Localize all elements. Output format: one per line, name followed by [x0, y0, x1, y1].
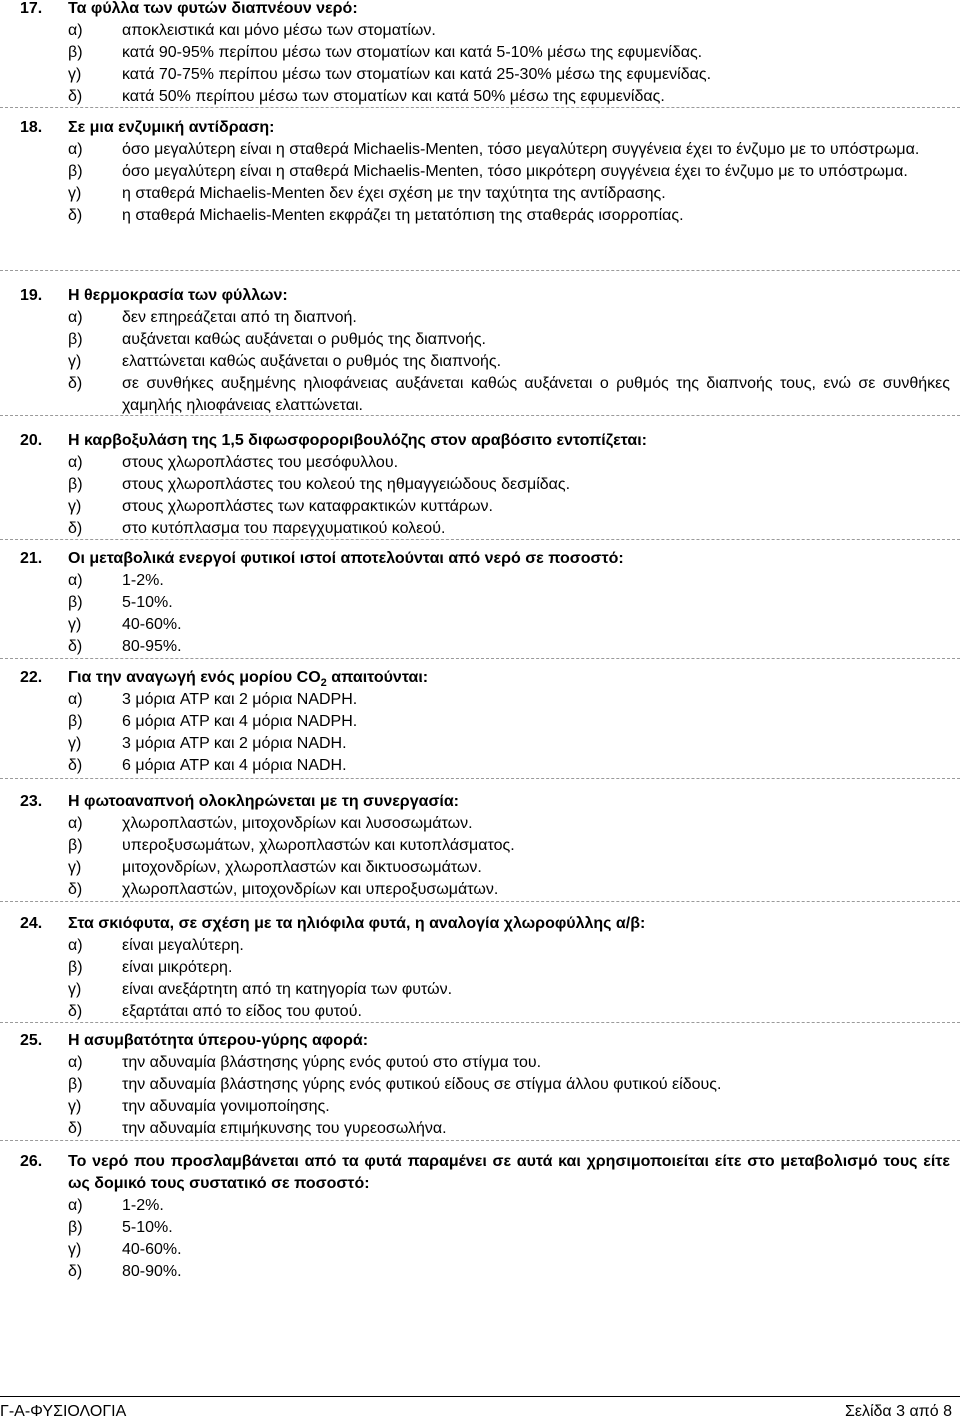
option: α) όσο μεγαλύτερη είναι η σταθερά Michaelis-Menten, τόσο μεγαλύτερη συγγένεια έχει το ένζυμο με το υπόστρωμα.	[68, 141, 920, 158]
option: γ) 40-60%.	[68, 1241, 182, 1258]
option: α) είναι μεγαλύτερη.	[68, 937, 244, 954]
question-23	[0, 791, 960, 901]
option: α) αποκλειστικά και μόνο μέσω των στοματίων.	[68, 22, 436, 39]
option: γ) μιτοχονδρίων, χλωροπλαστών και δικτυοσωμάτων.	[68, 859, 482, 876]
divider	[0, 1022, 960, 1023]
question-number: 21.	[20, 550, 43, 567]
option: β) στους χλωροπλάστες του κολεού της ηθμαγγειώδους δεσμίδας.	[68, 476, 571, 493]
question-24	[0, 913, 960, 1023]
divider	[0, 415, 960, 416]
divider	[0, 1140, 960, 1141]
question-number: 23.	[20, 793, 43, 810]
option: γ) είναι ανεξάρτητη από τη κατηγορία των φυτών.	[68, 981, 453, 998]
divider	[0, 778, 960, 779]
question-number: 17.	[20, 0, 43, 17]
option: γ) ελαττώνεται καθώς αυξάνεται ο ρυθμός της διαπνοής.	[68, 353, 502, 370]
option: δ) στο κυτόπλασμα του παρεγχυματικού κολεού.	[68, 520, 446, 537]
question-title: Η θερμοκρασία των φύλλων:	[68, 287, 288, 304]
option: γ) κατά 70-75% περίπου μέσω των στοματίων και κατά 25-30% μέσω της εφυμενίδας.	[68, 66, 712, 83]
option: α) 3 μόρια ATP και 2 μόρια NADPH.	[68, 691, 358, 708]
option: α) 1-2%.	[68, 572, 164, 589]
footer-course: Γ-Α-ΦΥΣΙΟΛΟΓΙΑ	[0, 1403, 127, 1420]
option: δ) την αδυναμία επιμήκυνσης του γυρεοσωλήνα.	[68, 1120, 447, 1137]
question-title: Σε μια ενζυμική αντίδραση:	[68, 119, 275, 136]
question-number: 18.	[20, 119, 43, 136]
divider	[0, 539, 960, 540]
option: β) αυξάνεται καθώς αυξάνεται ο ρυθμός της διαπνοής.	[68, 331, 486, 348]
question-title: Οι μεταβολικά ενεργοί φυτικοί ιστοί αποτελούνται από νερό σε ποσοστό:	[68, 550, 624, 567]
option: β) υπεροξυσωμάτων, χλωροπλαστών και κυτοπλάσματος.	[68, 837, 515, 854]
option: β) κατά 90-95% περίπου μέσω των στοματίων και κατά 5-10% μέσω της εφυμενίδας.	[68, 44, 703, 61]
footer-divider	[0, 1396, 960, 1397]
option: β) την αδυναμία βλάστησης γύρης ενός φυτικού είδους σε στίγμα άλλου φυτικού είδους.	[68, 1076, 722, 1093]
question-26	[0, 1151, 960, 1283]
option: α) 1-2%.	[68, 1197, 164, 1214]
divider	[0, 658, 960, 659]
divider	[0, 270, 960, 271]
option: δ) εξαρτάται από το είδος του φυτού.	[68, 1003, 362, 1020]
option: δ) η σταθερά Michaelis-Menten εκφράζει τη μετατόπιση της σταθεράς ισορροπίας.	[68, 207, 684, 224]
option: β) 5-10%.	[68, 1219, 173, 1236]
divider	[0, 901, 960, 902]
question-25	[0, 1030, 960, 1140]
option: δ) 6 μόρια ATP και 4 μόρια NADH.	[68, 757, 347, 774]
question-title: Για την αναγωγή ενός μορίου $CO_2$ απαιτούνται:	[68, 669, 429, 690]
option: β) όσο μεγαλύτερη είναι η σταθερά Michaelis-Menten, τόσο μικρότερη συγγένεια έχει το ένζυμο με το υπόστρωμα.	[68, 163, 908, 180]
option: α) την αδυναμία βλάστησης γύρης ενός φυτού στο στίγμα του.	[68, 1054, 542, 1071]
question-number: 24.	[20, 915, 43, 932]
option: δ) χλωροπλαστών, μιτοχονδρίων και υπεροξυσωμάτων.	[68, 881, 499, 898]
question-title: Η ασυμβατότητα ύπερου-γύρης αφορά:	[68, 1032, 369, 1049]
question-number: 22.	[20, 669, 43, 686]
question-18	[0, 117, 960, 227]
question-title: Η καρβοξυλάση της 1,5 διφωσφοροριβουλόζης στον αραβόσιτο εντοπίζεται:	[68, 432, 647, 449]
question-22	[0, 667, 960, 777]
option: δ) 80-95%.	[68, 638, 182, 655]
option: γ) στους χλωροπλάστες των καταφρακτικών κυττάρων.	[68, 498, 493, 515]
question-title: Το νερό που προσλαμβάνεται από τα φυτά παραμένει σε αυτά και χρησιμοποιείται είτε στο μεταβολισμό τους είτε ως δομικό τους συστατικό σε ποσοστό:	[68, 1153, 950, 1192]
option: δ) 80-90%.	[68, 1263, 182, 1280]
question-19	[0, 285, 960, 417]
option: γ) 40-60%.	[68, 616, 182, 633]
question-21	[0, 548, 960, 658]
option: α) στους χλωροπλάστες του μεσόφυλλου.	[68, 454, 399, 471]
option: α) δεν επηρεάζεται από τη διαπνοή.	[68, 309, 357, 326]
question-title: Τα φύλλα των φυτών διαπνέουν νερό:	[68, 0, 358, 17]
option: β) είναι μικρότερη.	[68, 959, 233, 976]
question-17	[0, 0, 960, 108]
question-number: 25.	[20, 1032, 43, 1049]
question-title: Στα σκιόφυτα, σε σχέση με τα ηλιόφιλα φυτά, η αναλογία χλωροφύλλης α/β:	[68, 915, 646, 932]
question-20	[0, 430, 960, 540]
question-number: 20.	[20, 432, 43, 449]
option: γ) η σταθερά Michaelis-Menten δεν έχει σχέση με την ταχύτητα της αντίδρασης.	[68, 185, 666, 202]
option: α) χλωροπλαστών, μιτοχονδρίων και λυσοσωμάτων.	[68, 815, 473, 832]
question-title: Η φωτοαναπνοή ολοκληρώνεται με τη συνεργασία:	[68, 793, 459, 810]
footer-page-number: Σελίδα 3 από 8	[844, 1403, 952, 1420]
option: γ) την αδυναμία γονιμοποίησης.	[68, 1098, 330, 1115]
option: γ) 3 μόρια ATP και 2 μόρια NADH.	[68, 735, 347, 752]
option: δ) σε συνθήκες αυξημένης ηλιοφάνειας αυξάνεται καθώς αυξάνεται ο ρυθμός της διαπνοής τους, ενώ σε συνθήκες χαμηλής ηλιοφάνειας ελαττώνεται.	[68, 375, 950, 414]
question-number: 19.	[20, 287, 43, 304]
question-number: 26.	[20, 1153, 43, 1170]
option: β) 6 μόρια ATP και 4 μόρια NADPH.	[68, 713, 358, 730]
option: δ) κατά 50% περίπου μέσω των στοματίων και κατά 50% μέσω της εφυμενίδας.	[68, 88, 665, 105]
divider	[0, 107, 960, 108]
option: β) 5-10%.	[68, 594, 173, 611]
